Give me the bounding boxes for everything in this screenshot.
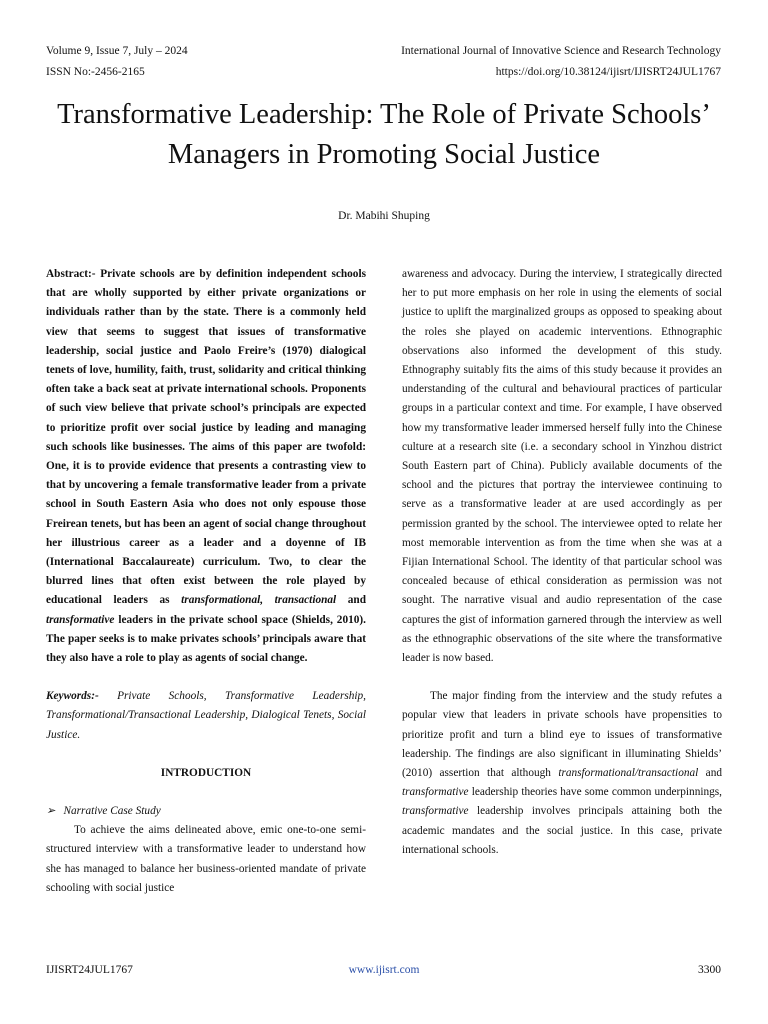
abstract-text-3: leaders in the private school space (Shields, 2010). The paper seeks is to make privates schools’ principals aware that they also have a role to play as agents of social change. [46,613,366,665]
header-volume: Volume 9, Issue 7, July – 2024 [46,45,188,57]
abstract-text-1: Private schools are by definition independent schools that are wholly supported by either private organizations or individuals rather than by the state. There is a commonly held view that seems to suggest that issues of transformative leadership, social justice and Paolo Freire’s (1970) dialogical tenets of love, humility, faith, trust, solidarity and critical thinking often take a back seat at private international schools. Proponents of such view believe that private school’s principals are expected to prioritize profit over social justice by leading and managing such schools like businesses. The aims of this paper are twofold: One, it is to provide evidence that presents a contrasting view to that by uncovering a female transformative leader from a private school in South Eastern Asia who does not only espouse those Freirean tenets, but has been an agent of social change throughout her illustrious career as a leader and a doyenne of IB (International Baccalaureate) curriculum. Two, to clear the blurred lines that often exist between the role played by educational leaders as [46,268,366,607]
intro-paragraph: To achieve the aims delineated above, emic one-to-one semi- structured interview with a transformative leader to understand how she has managed to balance her business-oriented mandate of private schooling with social justice [46,824,366,894]
arrow-bullet-icon: ➢ [46,805,56,818]
paper-author: Dr. Mabihi Shuping [338,210,430,222]
spacer [46,668,366,687]
paper-title: Transformative Leadership: The Role of Private Schools’ Managers in Promoting Social Justice [57,99,711,170]
keywords [46,687,366,745]
p2-italic-2: transformative [402,786,469,799]
left-column [46,265,366,898]
right-column [402,265,722,860]
keywords-text: Private Schools, Transformative Leadership, Transformational/Transactional Leadership, Dialogical Tenets, Social Justice. [46,690,366,741]
p2-text-c: leadership theories have some common underpinnings, [468,786,722,799]
p2-italic-1: transformational/transactional [558,767,699,780]
subsection-title: Narrative Case Study [63,805,161,818]
abstract [46,265,366,668]
right-paragraph-2 [402,687,722,860]
keywords-label: Keywords:- [46,690,118,703]
abstract-label: Abstract:- [46,268,101,280]
abstract-text-2: and [336,594,366,607]
p2-text-d: leadership involves principals attaining both the academic mandates and the social justice. In this case, private international schools. [402,805,722,856]
spacer [402,668,722,687]
spacer [46,745,366,764]
header-doi-link[interactable]: https://doi.org/10.38124/ijisrt/IJISRT24JUL1767 [495,66,721,78]
subsection-heading [46,802,366,821]
header-issn: ISSN No:-2456-2165 [46,66,145,78]
footer-paper-id: IJISRT24JUL1767 [46,964,133,976]
p2-italic-3: transformative [402,805,469,818]
spacer [46,783,366,802]
footer-website-link[interactable]: www.ijisrt.com [348,964,420,976]
footer-page-number: 3300 [698,964,721,976]
header-journal-name: International Journal of Innovative Science and Research Technology [401,45,721,57]
introduction-heading: INTRODUCTION [160,766,252,779]
abstract-italic-1: transformational, transactional [181,594,337,607]
p2-text-a: The major finding from the interview and the study refutes a popular view that leaders in private schools have propensities to prioritize profit and turn a blind eye to issues of transformative leadership. The findings are also significant in illuminating Shields’ (2010) assertion that although [402,690,722,780]
abstract-italic-2: transformative [46,613,115,626]
p2-text-b: and [698,767,722,780]
right-paragraph-1: awareness and advocacy. During the interview, I strategically directed her to put more emphasis on her role in using the elements of social justice to uplift the marginalized groups as opposed to speaking about the roles she played on academic interventions. Ethnographic observations also informed the development of this study. Ethnography suitably fits the aims of this study because it provides an understanding of the cultural and behavioural practices of particular groups in a particular context and time. For example, I have observed how my transformative leader immersed herself fully into the Chinese culture at a research site (i.e. a secondary school in Yinzhou district South Eastern part of China). Publicly available documents of the school and the pictures that portray the interviewee continuing to serve as a transformative leader at are used accordingly as per permission granted by the school. The interviewee opted to relate her most memorable intervention as from the time when she was at a Fijian International School. The identity of that particular school was concealed because of ethical consideration as permission was not sought. The narrative visual and audio representation of the case captures the gist of information garnered through the interview as well as the ethnographic observations of the site where the transformative leader is now based. [402,268,722,665]
